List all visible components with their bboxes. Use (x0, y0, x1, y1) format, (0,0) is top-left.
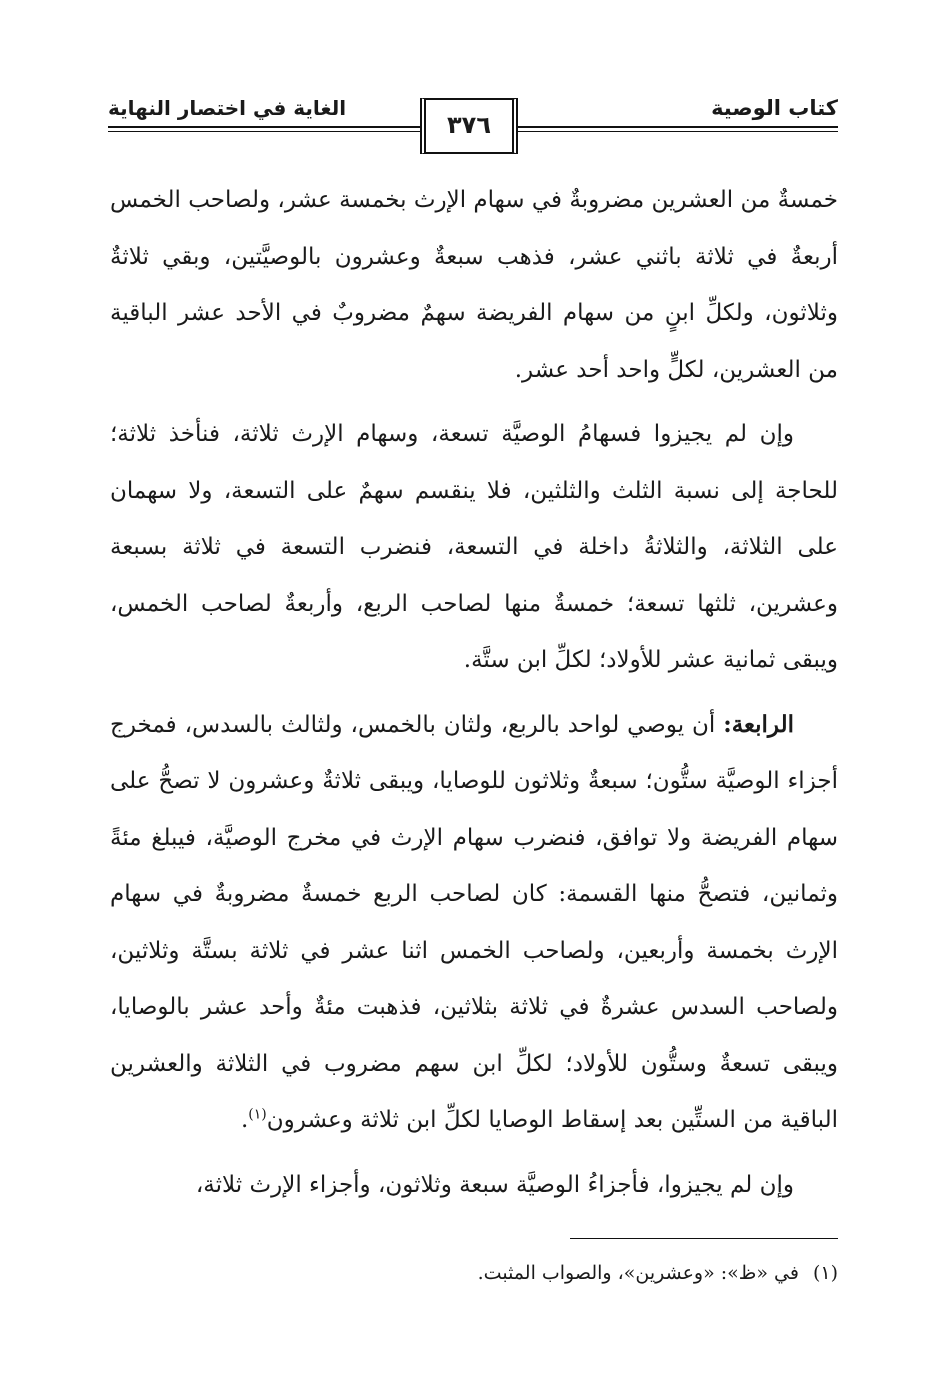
paragraph-3-text: أن يوصي لواحد بالربع، ولثان بالخمس، ولثالث بالسدس، فمخرج أجزاء الوصيَّة ستُّون؛ سبعةٌ وثلاثون للوصايا، ويبقى ثلاثةٌ وعشرون لا تصحُّ على سهام الفريضة ولا توافق، فنضرب سهام الإرث في مخرج الوصيَّة، فيبلغ مئةً وثمانين، فتصحُّ منها القسمة: كان لصاحب الربع خمسةٌ مضروبةٌ في سهام الإرث بخمسة وأربعين، ولصاحب الخمس اثنا عشر في ثلاثة بستَّة وثلاثين، ولصاحب السدس عشرةٌ في ثلاثة بثلاثين، فذهبت مئةٌ وأحد عشر بالوصايا، ويبقى تسعةٌ وستُّون للأولاد؛ لكلِّ ابن سهم مضروب في الثلاثة والعشرين الباقية من الستِّين بعد إسقاط الوصايا لكلِّ ابن ثلاثة وعشرون (110, 711, 838, 1133)
section-heading-fourth: الرابعة: (723, 710, 794, 738)
footnote-text: في «ظ»: «وعشرين»، والصواب المثبت. (477, 1262, 799, 1284)
book-title: الغاية في اختصار النهاية (108, 96, 347, 120)
main-text (110, 172, 838, 1213)
paragraph-4: وإن لم يجيزوا، فأجزاءُ الوصيَّة سبعة وثلاثون، وأجزاء الإرث ثلاثة، (195, 1171, 794, 1198)
paragraph-2: وإن لم يجيزوا فسهامُ الوصيَّة تسعة، وسهام الإرث ثلاثة، فنأخذ ثلاثة؛ للحاجة إلى نسبة الثلث والثلثين، فلا ينقسم سهمٌ على التسعة، ولا سهمان على الثلاثة، والثلاثةُ داخلة في التسعة، فنضرب التسعة في ثلاثة بسبعة وعشرين، ثلثها تسعة؛ خمسةٌ منها لصاحب الربع، وأربعةٌ لصاحب الخمس، ويبقى ثمانية عشر للأولاد؛ لكلِّ ابن ستَّة. (110, 421, 838, 673)
chapter-title: كتاب الوصية (711, 96, 838, 120)
footnote-reference[interactable]: (١) (248, 1106, 267, 1123)
footnote-number: (١) (812, 1262, 838, 1284)
footnote (110, 1256, 838, 1290)
paragraph-3-end: . (240, 1107, 249, 1133)
paragraph-3 (110, 697, 838, 1149)
page-header (108, 92, 838, 162)
page-number: ٣٧٦ (447, 111, 491, 139)
paragraph-1: خمسةٌ من العشرين مضروبةٌ في سهام الإرث بخمسة عشر، ولصاحب الخمس أربعةٌ في ثلاثة باثني عشر، فذهب سبعةٌ وعشرون بالوصيَّتين، وبقي ثلاثةٌ وثلاثون، ولكلِّ ابنٍ من سهام الفريضة سهمٌ مضروبٌ في الأحد عشر الباقية من العشرين، لكلٍّ واحد أحد عشر. (110, 187, 838, 383)
page-number-box (420, 98, 518, 154)
footnote-separator (570, 1238, 838, 1239)
